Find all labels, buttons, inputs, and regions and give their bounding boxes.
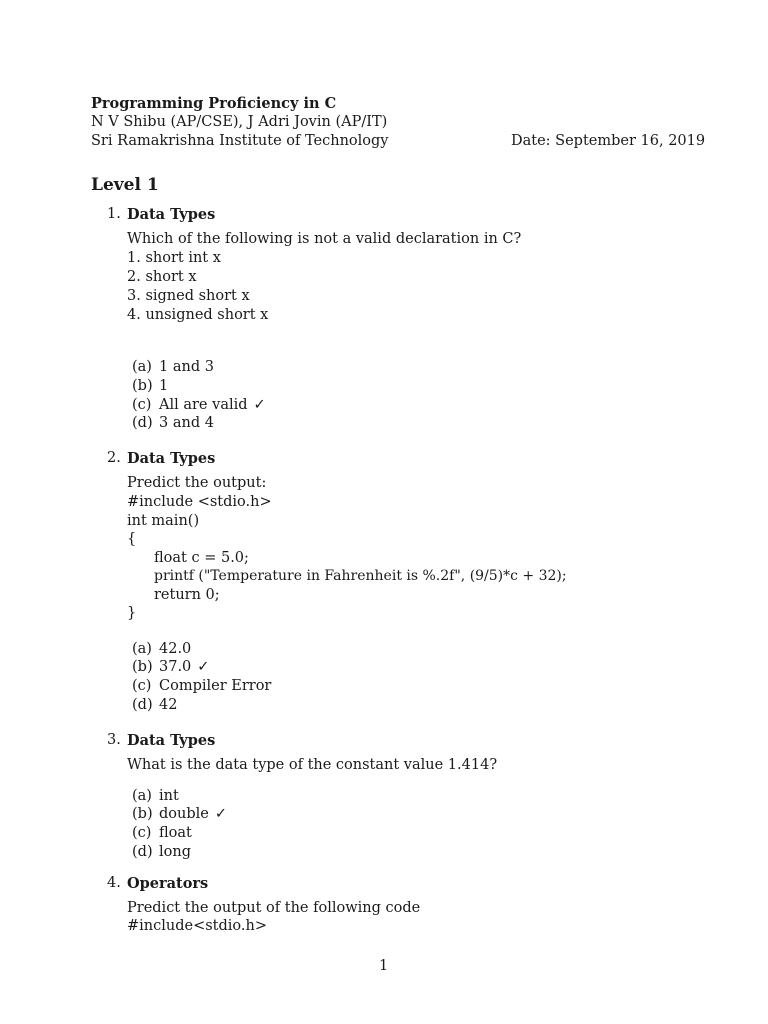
date: Date: September 16, 2019 — [511, 133, 706, 149]
question-3-topic: Data Types — [127, 732, 216, 749]
level-heading: Level 1 — [91, 175, 159, 195]
question-4-prompt: Predict the output of the following code — [127, 900, 421, 916]
question-1-line: 3. signed short x — [127, 288, 250, 304]
question-2-topic: Data Types — [127, 450, 216, 467]
option-label: (b) — [132, 806, 153, 822]
checkmark-icon: ✓ — [214, 806, 228, 822]
option-text: 37.0 — [159, 659, 192, 675]
option-text: 1 and 3 — [159, 359, 214, 375]
option-text: Compiler Error — [159, 678, 272, 694]
code-line: #include<stdio.h> — [127, 918, 267, 934]
option-text: 3 and 4 — [159, 415, 214, 431]
option-label: (a) — [132, 359, 152, 375]
question-1-topic: Data Types — [127, 206, 216, 223]
code-line: { — [127, 531, 137, 547]
question-1-prompt: Which of the following is not a valid declaration in C? — [127, 231, 522, 247]
checkmark-icon: ✓ — [197, 659, 210, 675]
option-label: (c) — [132, 678, 152, 694]
option-correct — [159, 805, 227, 824]
code-line: printf ("Temperature in Fahrenheit is %.2f", (9/5)*c + 32); — [154, 568, 567, 584]
option-label: (d) — [132, 697, 153, 713]
question-1-number: 1. — [107, 206, 121, 222]
option-text: 42.0 — [159, 641, 192, 657]
question-2-prompt: Predict the output: — [127, 475, 267, 491]
option-label: (a) — [132, 788, 152, 804]
option-text: 42 — [159, 697, 178, 713]
code-line: int main() — [127, 513, 200, 529]
question-1-line: 4. unsigned short x — [127, 307, 269, 323]
option-label: (b) — [132, 378, 153, 394]
question-3-prompt: What is the data type of the constant value 1.414? — [127, 757, 498, 773]
option-correct — [159, 396, 266, 415]
checkmark-icon: ✓ — [253, 397, 266, 413]
code-line: } — [127, 605, 137, 621]
question-1-line: 2. short x — [127, 269, 197, 285]
course-title: Programming Proficiency in C — [91, 95, 337, 112]
option-label: (d) — [132, 844, 153, 860]
option-correct — [159, 658, 209, 677]
code-line: #include <stdio.h> — [127, 494, 272, 510]
option-label: (c) — [132, 397, 152, 413]
question-3-number: 3. — [107, 732, 121, 748]
question-1-line: 1. short int x — [127, 250, 221, 266]
option-text: double — [159, 806, 209, 822]
option-text: 1 — [159, 378, 169, 394]
code-line: return 0; — [154, 587, 220, 603]
option-text: long — [159, 844, 191, 860]
option-label: (a) — [132, 641, 152, 657]
question-4-number: 4. — [107, 875, 121, 891]
code-line: float c = 5.0; — [154, 550, 249, 566]
option-label: (b) — [132, 659, 153, 675]
option-text: float — [159, 825, 192, 841]
question-2-number: 2. — [107, 450, 121, 466]
option-label: (c) — [132, 825, 152, 841]
authors: N V Shibu (AP/CSE), J Adri Jovin (AP/IT) — [91, 114, 388, 130]
option-text: All are valid — [159, 397, 248, 413]
institute: Sri Ramakrishna Institute of Technology — [91, 133, 389, 149]
option-label: (d) — [132, 415, 153, 431]
page-number: 1 — [379, 958, 389, 974]
question-4-topic: Operators — [127, 875, 209, 892]
option-text: int — [159, 788, 179, 804]
